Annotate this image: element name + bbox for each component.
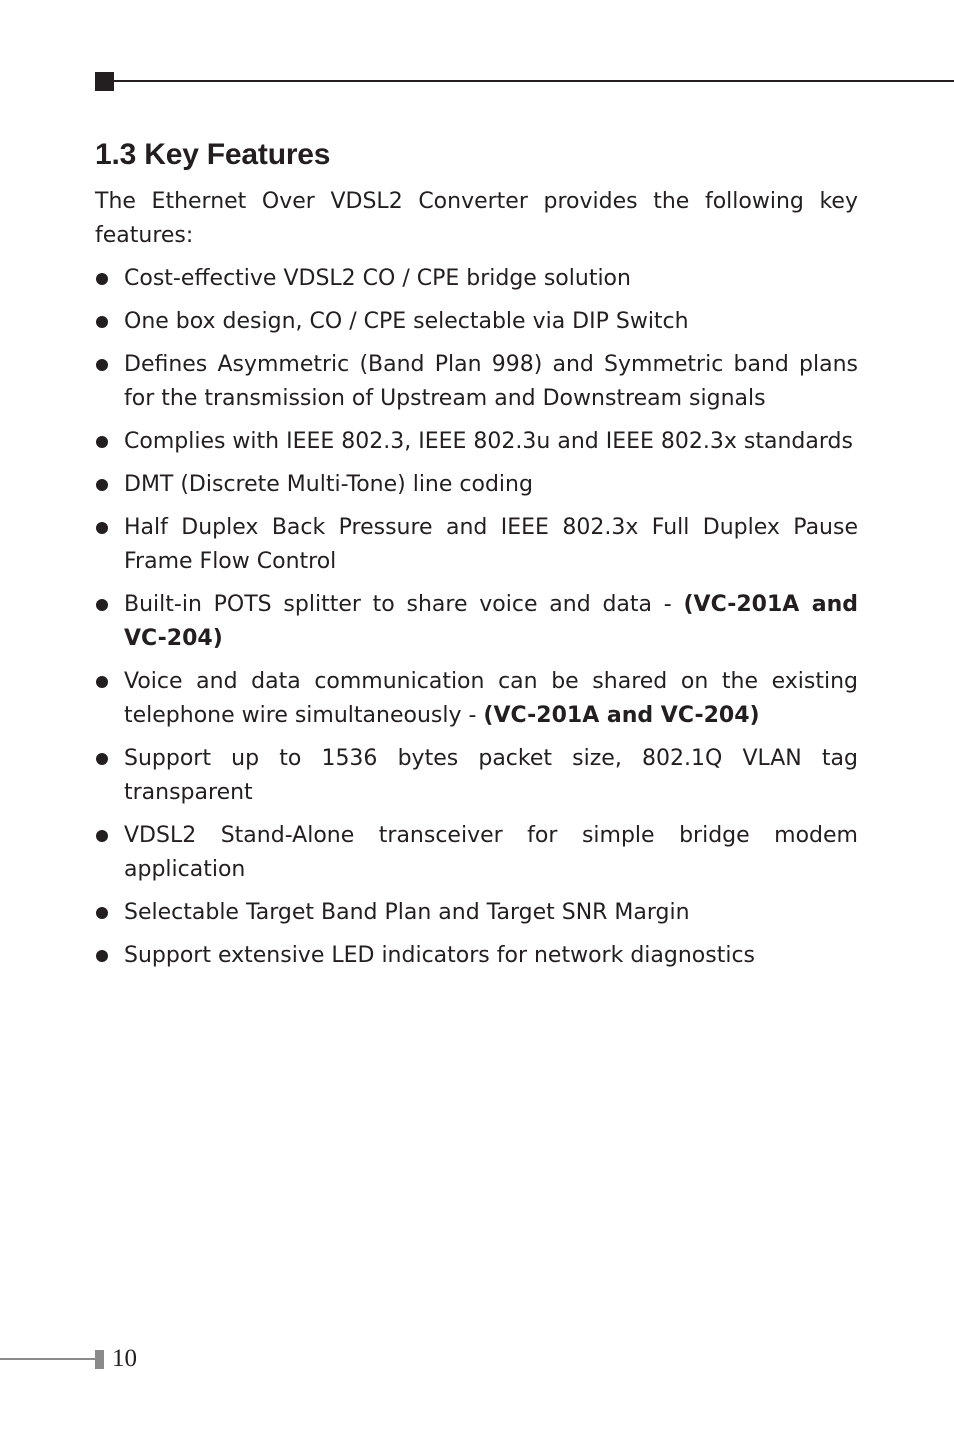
feature-text: Complies with IEEE 802.3, IEEE 802.3u and IEEE 802.3x standards — [124, 429, 853, 454]
feature-item — [95, 939, 858, 973]
feature-item — [95, 425, 858, 459]
bullet-icon — [96, 950, 108, 962]
bullet-icon — [96, 359, 108, 371]
feature-text: Cost-effective VDSL2 CO / CPE bridge solution — [124, 266, 631, 291]
feature-item — [95, 665, 858, 733]
feature-text: Built-in POTS splitter to share voice and data - — [124, 592, 684, 617]
bullet-icon — [96, 273, 108, 285]
feature-text: Defines Asymmetric (Band Plan 998) and Symmetric band plans for the transmission of Upstream and Downstream signals — [124, 352, 858, 411]
bullet-icon — [96, 316, 108, 328]
bullet-icon — [96, 830, 108, 842]
footer-rule — [0, 1358, 96, 1360]
feature-item — [95, 262, 858, 296]
feature-item — [95, 896, 858, 930]
feature-text: VDSL2 Stand-Alone transceiver for simple bridge modem application — [124, 823, 858, 882]
feature-text: Selectable Target Band Plan and Target SNR Margin — [124, 900, 690, 925]
feature-text: Voice and data communication can be shared on the existing telephone wire simultaneously - — [124, 669, 858, 728]
header-rule — [95, 80, 954, 82]
section-title: 1.3 Key Features — [95, 138, 331, 171]
feature-item — [95, 468, 858, 502]
model-note: (VC-201A and VC-204) — [483, 703, 760, 728]
feature-text: DMT (Discrete Multi-Tone) line coding — [124, 472, 533, 497]
feature-item — [95, 348, 858, 416]
feature-text: Support up to 1536 bytes packet size, 802.1Q VLAN tag transparent — [124, 746, 858, 805]
bullet-icon — [96, 522, 108, 534]
feature-text: Half Duplex Back Pressure and IEEE 802.3x Full Duplex Pause Frame Flow Control — [124, 515, 858, 574]
feature-item — [95, 742, 858, 810]
feature-list — [95, 262, 858, 973]
bullet-icon — [96, 676, 108, 688]
feature-text: One box design, CO / CPE selectable via DIP Switch — [124, 309, 689, 334]
feature-item — [95, 511, 858, 579]
header-square-marker — [95, 72, 114, 91]
page-number: 10 — [112, 1345, 137, 1372]
model-note: (VC-201A and VC-204) — [124, 592, 858, 651]
feature-item — [95, 305, 858, 339]
feature-item — [95, 588, 858, 656]
intro-paragraph: The Ethernet Over VDSL2 Converter provides the following key features: — [95, 189, 858, 248]
feature-text: Support extensive LED indicators for network diagnostics — [124, 943, 756, 968]
page-content — [95, 135, 858, 982]
bullet-icon — [96, 599, 108, 611]
bullet-icon — [96, 479, 108, 491]
feature-item — [95, 819, 858, 887]
bullet-icon — [96, 436, 108, 448]
bullet-icon — [96, 753, 108, 765]
bullet-icon — [96, 907, 108, 919]
footer-marker — [95, 1350, 104, 1369]
